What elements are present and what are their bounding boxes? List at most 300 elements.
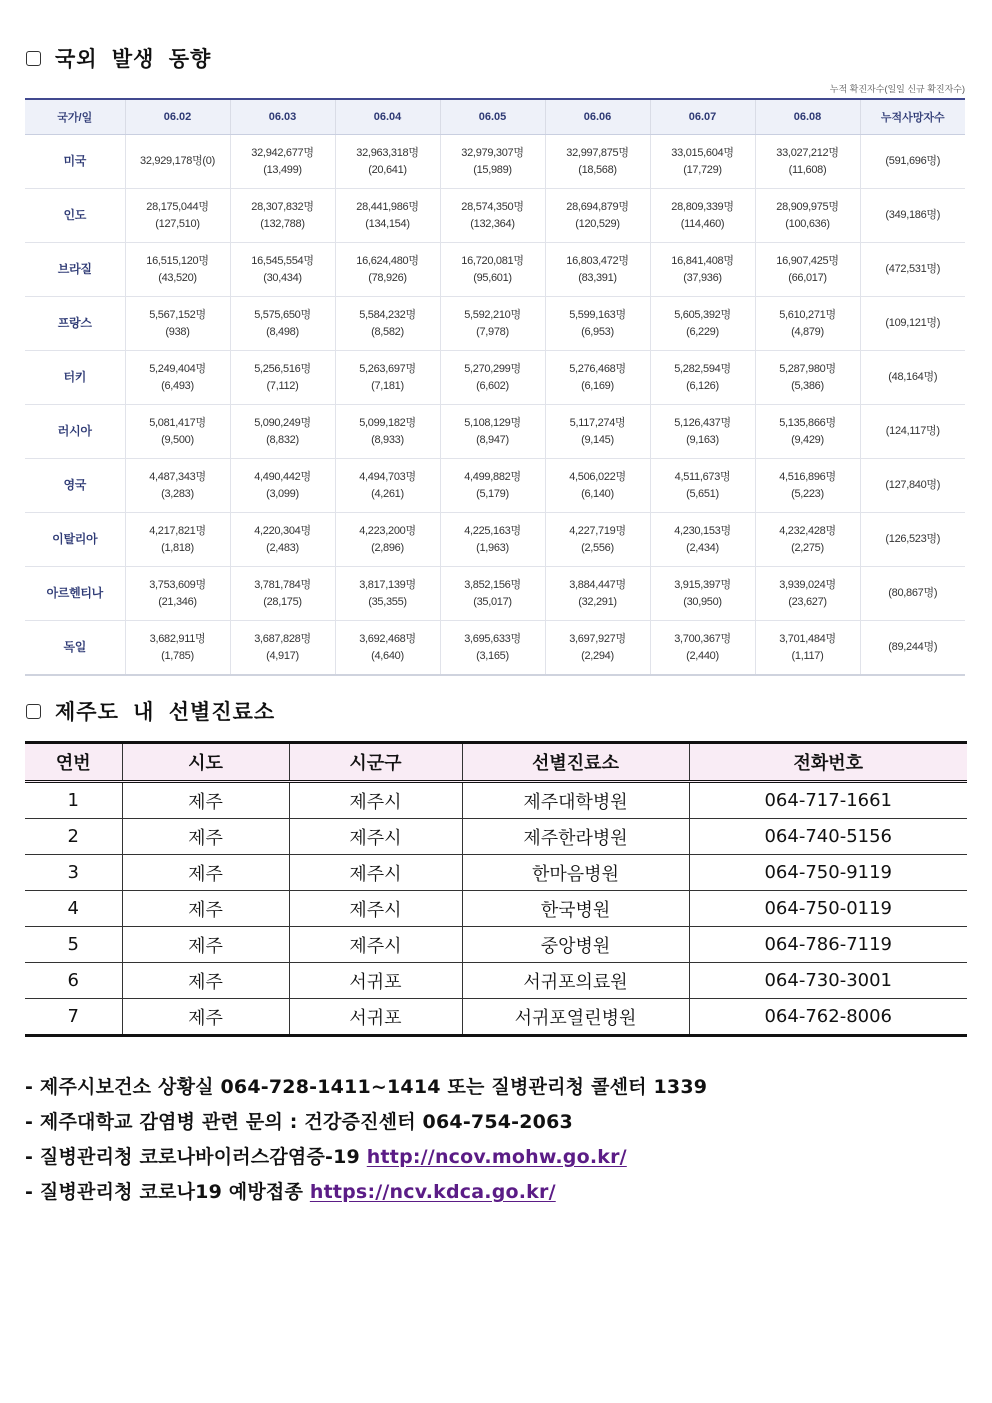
country-cell: 터키 bbox=[25, 351, 125, 405]
cumulative-cases: 4,217,821명 bbox=[149, 524, 206, 537]
new-cases: (83,391) bbox=[578, 271, 617, 284]
table-row bbox=[25, 513, 965, 567]
cumulative-cases: 28,909,975명 bbox=[776, 200, 839, 213]
phone-cell: 064-762-8006 bbox=[689, 999, 967, 1036]
new-cases: (11,608) bbox=[788, 163, 827, 176]
new-cases: (9,163) bbox=[686, 433, 719, 446]
deaths-cell: (48,164명) bbox=[860, 351, 965, 405]
jeju-header-cell: 시도 bbox=[122, 743, 289, 782]
case-count-cell bbox=[755, 567, 860, 621]
jeju-heading bbox=[26, 696, 275, 726]
clinic-name-cell: 한마음병원 bbox=[462, 855, 689, 891]
deaths-cell: (349,186명) bbox=[860, 189, 965, 243]
case-count-cell bbox=[650, 351, 755, 405]
cumulative-cases: 4,220,304명 bbox=[254, 524, 311, 537]
checkbox-icon bbox=[26, 704, 41, 719]
cumulative-cases: 5,270,299명 bbox=[464, 362, 521, 375]
province-cell: 제주 bbox=[122, 819, 289, 855]
cumulative-cases: 5,610,271명 bbox=[779, 308, 836, 321]
cumulative-cases: 3,701,484명 bbox=[779, 632, 836, 645]
case-count-cell bbox=[650, 243, 755, 297]
cumulative-cases: 16,624,480명 bbox=[356, 254, 419, 267]
case-count-cell bbox=[545, 513, 650, 567]
cumulative-cases: 4,225,163명 bbox=[464, 524, 521, 537]
cumulative-cases: 33,027,212명 bbox=[776, 146, 839, 159]
ncov-link[interactable]: http://ncov.mohw.go.kr/ bbox=[366, 1146, 627, 1168]
country-cell: 러시아 bbox=[25, 405, 125, 459]
case-count-cell bbox=[545, 297, 650, 351]
deaths-cell: (109,121명) bbox=[860, 297, 965, 351]
new-cases: (7,112) bbox=[266, 379, 299, 392]
new-cases: (18,568) bbox=[578, 163, 617, 176]
jeju-header-cell: 전화번호 bbox=[689, 743, 967, 782]
jeju-header-cell: 선별진료소 bbox=[462, 743, 689, 782]
info-line-vaccine bbox=[25, 1177, 556, 1204]
cumulative-cases: 28,175,044명 bbox=[146, 200, 209, 213]
case-count-cell bbox=[230, 567, 335, 621]
cumulative-cases: 4,516,896명 bbox=[779, 470, 836, 483]
case-count-cell bbox=[755, 189, 860, 243]
overseas-table-body bbox=[25, 135, 965, 676]
case-count-cell bbox=[440, 405, 545, 459]
row-number-cell: 7 bbox=[25, 999, 122, 1036]
new-cases: (78,926) bbox=[368, 271, 407, 284]
table-row bbox=[25, 189, 965, 243]
new-cases: (2,294) bbox=[581, 649, 614, 662]
case-count-cell bbox=[230, 135, 335, 189]
cumulative-cases: 3,687,828명 bbox=[254, 632, 311, 645]
case-count-cell bbox=[125, 351, 230, 405]
case-count-cell bbox=[440, 621, 545, 676]
cumulative-cases: 4,223,200명 bbox=[359, 524, 416, 537]
case-count-cell bbox=[545, 351, 650, 405]
table-row bbox=[25, 567, 965, 621]
country-cell: 이탈리아 bbox=[25, 513, 125, 567]
province-cell: 제주 bbox=[122, 927, 289, 963]
new-cases: (8,498) bbox=[266, 325, 299, 338]
new-cases: (9,500) bbox=[161, 433, 194, 446]
new-cases: (2,440) bbox=[686, 649, 719, 662]
cumulative-cases: 32,997,875명 bbox=[566, 146, 629, 159]
new-cases: (8,832) bbox=[266, 433, 299, 446]
cumulative-cases: 3,682,911명 bbox=[149, 632, 206, 645]
case-count-cell bbox=[125, 405, 230, 459]
cumulative-cases: 5,126,437명 bbox=[674, 416, 731, 429]
deaths-cell: (591,696명) bbox=[860, 135, 965, 189]
case-count-cell bbox=[755, 405, 860, 459]
case-count-cell bbox=[650, 135, 755, 189]
phone-cell: 064-750-9119 bbox=[689, 855, 967, 891]
cumulative-cases: 5,081,417명 bbox=[149, 416, 206, 429]
cumulative-cases: 3,939,024명 bbox=[779, 578, 836, 591]
cumulative-cases: 28,441,986명 bbox=[356, 200, 419, 213]
case-count-cell bbox=[125, 297, 230, 351]
cumulative-cases: 5,287,980명 bbox=[779, 362, 836, 375]
new-cases: (6,140) bbox=[581, 487, 614, 500]
checkbox-icon bbox=[26, 51, 41, 66]
case-count-cell bbox=[230, 297, 335, 351]
case-count-cell bbox=[335, 621, 440, 676]
case-count-cell bbox=[440, 567, 545, 621]
table-row bbox=[25, 135, 965, 189]
overseas-header-cell: 06.07 bbox=[650, 99, 755, 135]
overseas-header-row bbox=[25, 99, 965, 135]
new-cases: (9,429) bbox=[791, 433, 824, 446]
cumulative-cases: 32,942,677명 bbox=[251, 146, 314, 159]
cumulative-cases: 16,545,554명 bbox=[251, 254, 314, 267]
case-count-cell bbox=[335, 513, 440, 567]
cumulative-cases: 5,276,468명 bbox=[569, 362, 626, 375]
new-cases: (21,346) bbox=[158, 595, 197, 608]
cumulative-cases: 5,584,232명 bbox=[359, 308, 416, 321]
cumulative-cases: 16,907,425명 bbox=[776, 254, 839, 267]
info-line-health-center: - 제주시보건소 상황실 064-728-1411~1414 또는 질병관리청 콜센터 1339 bbox=[25, 1076, 708, 1098]
table-row bbox=[25, 891, 967, 927]
new-cases: (127,510) bbox=[155, 217, 200, 230]
cumulative-cases: 5,599,163명 bbox=[569, 308, 626, 321]
case-count-cell bbox=[650, 621, 755, 676]
cumulative-cases: 3,915,397명 bbox=[674, 578, 731, 591]
case-count-cell bbox=[755, 297, 860, 351]
cumulative-cases: 5,592,210명 bbox=[464, 308, 521, 321]
new-cases: (132,364) bbox=[470, 217, 515, 230]
cumulative-cases: 4,230,153명 bbox=[674, 524, 731, 537]
cumulative-cases: 16,841,408명 bbox=[671, 254, 734, 267]
country-cell: 미국 bbox=[25, 135, 125, 189]
country-cell: 영국 bbox=[25, 459, 125, 513]
case-count-cell bbox=[650, 513, 755, 567]
case-count-cell bbox=[335, 189, 440, 243]
new-cases: (5,179) bbox=[476, 487, 509, 500]
table-row bbox=[25, 855, 967, 891]
country-cell: 독일 bbox=[25, 621, 125, 676]
new-cases: (2,556) bbox=[581, 541, 614, 554]
new-cases: (132,788) bbox=[260, 217, 305, 230]
jeju-header-row bbox=[25, 743, 967, 782]
deaths-cell: (80,867명) bbox=[860, 567, 965, 621]
cumulative-cases: 32,979,307명 bbox=[461, 146, 524, 159]
table-row bbox=[25, 963, 967, 999]
case-count-cell bbox=[125, 243, 230, 297]
new-cases: (134,154) bbox=[365, 217, 410, 230]
phone-cell: 064-786-7119 bbox=[689, 927, 967, 963]
new-cases: (6,169) bbox=[581, 379, 614, 392]
cumulative-cases: 4,511,673명 bbox=[674, 470, 731, 483]
province-cell: 제주 bbox=[122, 891, 289, 927]
overseas-header-cell: 06.05 bbox=[440, 99, 545, 135]
case-count-cell bbox=[230, 189, 335, 243]
jeju-header-cell: 시군구 bbox=[289, 743, 462, 782]
city-cell: 서귀포 bbox=[289, 999, 462, 1036]
new-cases: (2,275) bbox=[791, 541, 824, 554]
case-count-cell bbox=[230, 351, 335, 405]
cumulative-cases: 4,494,703명 bbox=[359, 470, 416, 483]
row-number-cell: 6 bbox=[25, 963, 122, 999]
vaccine-link[interactable]: https://ncv.kdca.go.kr/ bbox=[309, 1181, 556, 1203]
overseas-header-cell: 06.03 bbox=[230, 99, 335, 135]
new-cases: (3,283) bbox=[161, 487, 194, 500]
overseas-header-cell: 누적사망자수 bbox=[860, 99, 965, 135]
case-count-cell bbox=[440, 189, 545, 243]
table-row bbox=[25, 782, 967, 819]
new-cases: (66,017) bbox=[788, 271, 827, 284]
cumulative-cases: 5,108,129명 bbox=[464, 416, 521, 429]
new-cases: (4,640) bbox=[371, 649, 404, 662]
table-row bbox=[25, 927, 967, 963]
new-cases: (32,291) bbox=[578, 595, 617, 608]
table-row bbox=[25, 459, 965, 513]
deaths-cell: (472,531명) bbox=[860, 243, 965, 297]
cumulative-cases: 3,697,927명 bbox=[569, 632, 626, 645]
table-row bbox=[25, 621, 965, 676]
case-count-cell bbox=[335, 405, 440, 459]
case-count-cell bbox=[545, 621, 650, 676]
case-count-cell bbox=[440, 459, 545, 513]
cumulative-cases: 3,781,784명 bbox=[254, 578, 311, 591]
cumulative-cases: 32,963,318명 bbox=[356, 146, 419, 159]
new-cases: (6,493) bbox=[161, 379, 194, 392]
case-count-cell bbox=[650, 459, 755, 513]
case-count-cell bbox=[440, 297, 545, 351]
overseas-header-cell: 06.08 bbox=[755, 99, 860, 135]
row-number-cell: 1 bbox=[25, 782, 122, 819]
case-count-cell bbox=[125, 513, 230, 567]
overseas-heading bbox=[26, 43, 211, 73]
cumulative-cases: 4,499,882명 bbox=[464, 470, 521, 483]
table-row bbox=[25, 351, 965, 405]
province-cell: 제주 bbox=[122, 963, 289, 999]
case-count-cell bbox=[545, 405, 650, 459]
new-cases: (35,355) bbox=[368, 595, 407, 608]
case-count-cell bbox=[335, 297, 440, 351]
case-count-cell bbox=[230, 243, 335, 297]
cumulative-cases: 5,605,392명 bbox=[674, 308, 731, 321]
country-cell: 프랑스 bbox=[25, 297, 125, 351]
new-cases: (37,936) bbox=[683, 271, 722, 284]
case-count-cell bbox=[440, 351, 545, 405]
case-count-cell bbox=[125, 135, 230, 189]
jeju-heading-text: 제주도 내 선별진료소 bbox=[55, 700, 276, 724]
cumulative-cases: 3,700,367명 bbox=[674, 632, 731, 645]
overseas-header-cell: 06.04 bbox=[335, 99, 440, 135]
new-cases: (1,963) bbox=[476, 541, 509, 554]
phone-cell: 064-717-1661 bbox=[689, 782, 967, 819]
new-cases: (2,896) bbox=[371, 541, 404, 554]
phone-cell: 064-740-5156 bbox=[689, 819, 967, 855]
new-cases: (120,529) bbox=[575, 217, 620, 230]
new-cases: (8,582) bbox=[371, 325, 404, 338]
case-count-cell bbox=[125, 459, 230, 513]
case-count-cell bbox=[545, 135, 650, 189]
new-cases: (114,460) bbox=[680, 217, 725, 230]
country-cell: 아르헨티나 bbox=[25, 567, 125, 621]
clinic-name-cell: 한국병원 bbox=[462, 891, 689, 927]
new-cases: (7,978) bbox=[476, 325, 509, 338]
cumulative-cases: 3,692,468명 bbox=[359, 632, 416, 645]
new-cases: (5,386) bbox=[791, 379, 824, 392]
case-count-cell bbox=[335, 351, 440, 405]
new-cases: (8,933) bbox=[371, 433, 404, 446]
table-row bbox=[25, 405, 965, 459]
table-row bbox=[25, 297, 965, 351]
new-cases: (1,785) bbox=[161, 649, 194, 662]
new-cases: (30,950) bbox=[683, 595, 722, 608]
cumulative-cases: 16,720,081명 bbox=[461, 254, 524, 267]
city-cell: 제주시 bbox=[289, 782, 462, 819]
cumulative-cases: 3,753,609명 bbox=[149, 578, 206, 591]
new-cases: (100,636) bbox=[785, 217, 830, 230]
jeju-header-cell: 연번 bbox=[25, 743, 122, 782]
case-count-cell bbox=[335, 567, 440, 621]
cumulative-cases: 4,487,343명 bbox=[149, 470, 206, 483]
cumulative-cases: 5,249,404명 bbox=[149, 362, 206, 375]
country-cell: 인도 bbox=[25, 189, 125, 243]
new-cases: (9,145) bbox=[581, 433, 614, 446]
new-cases: (6,953) bbox=[581, 325, 614, 338]
phone-cell: 064-730-3001 bbox=[689, 963, 967, 999]
province-cell: 제주 bbox=[122, 855, 289, 891]
case-count-cell bbox=[440, 135, 545, 189]
case-count-cell bbox=[230, 459, 335, 513]
new-cases: (15,989) bbox=[473, 163, 512, 176]
info-line-ncov bbox=[25, 1142, 627, 1169]
cumulative-cases: 5,090,249명 bbox=[254, 416, 311, 429]
case-count-cell bbox=[335, 459, 440, 513]
cumulative-cases: 4,506,022명 bbox=[569, 470, 626, 483]
new-cases: (7,181) bbox=[371, 379, 404, 392]
city-cell: 제주시 bbox=[289, 891, 462, 927]
overseas-table bbox=[25, 98, 965, 676]
case-count-cell bbox=[545, 189, 650, 243]
city-cell: 서귀포 bbox=[289, 963, 462, 999]
case-count-cell bbox=[650, 567, 755, 621]
cumulative-cases: 5,282,594명 bbox=[674, 362, 731, 375]
cumulative-cases: 4,227,719명 bbox=[569, 524, 626, 537]
cumulative-cases: 3,852,156명 bbox=[464, 578, 521, 591]
cumulative-cases: 4,490,442명 bbox=[254, 470, 311, 483]
case-count-cell bbox=[230, 513, 335, 567]
cumulative-cases: 28,694,879명 bbox=[566, 200, 629, 213]
row-number-cell: 4 bbox=[25, 891, 122, 927]
cumulative-cases: 5,099,182명 bbox=[359, 416, 416, 429]
jeju-table-body bbox=[25, 782, 967, 1036]
case-count-cell bbox=[125, 567, 230, 621]
new-cases: (5,223) bbox=[791, 487, 824, 500]
city-cell: 제주시 bbox=[289, 819, 462, 855]
cumulative-cases: 5,256,516명 bbox=[254, 362, 311, 375]
table-row bbox=[25, 243, 965, 297]
table-row bbox=[25, 819, 967, 855]
new-cases: (13,499) bbox=[263, 163, 302, 176]
new-cases: (3,099) bbox=[266, 487, 299, 500]
case-count-cell bbox=[755, 459, 860, 513]
clinic-name-cell: 서귀포의료원 bbox=[462, 963, 689, 999]
info-line-vaccine-text: - 질병관리청 코로나19 예방접종 bbox=[25, 1181, 310, 1203]
new-cases: (35,017) bbox=[473, 595, 512, 608]
overseas-heading-text: 국외 발생 동향 bbox=[55, 47, 212, 71]
city-cell: 제주시 bbox=[289, 927, 462, 963]
deaths-cell: (124,117명) bbox=[860, 405, 965, 459]
clinic-name-cell: 중앙병원 bbox=[462, 927, 689, 963]
new-cases: (6,126) bbox=[686, 379, 719, 392]
new-cases: (4,261) bbox=[371, 487, 404, 500]
deaths-cell: (127,840명) bbox=[860, 459, 965, 513]
case-count-cell bbox=[230, 405, 335, 459]
new-cases: (28,175) bbox=[263, 595, 302, 608]
new-cases: (95,601) bbox=[473, 271, 512, 284]
case-count-cell bbox=[335, 135, 440, 189]
deaths-cell: (126,523명) bbox=[860, 513, 965, 567]
cumulative-cases: 32,929,178명(0) bbox=[140, 155, 215, 167]
overseas-header-cell: 06.02 bbox=[125, 99, 230, 135]
cumulative-cases: 16,803,472명 bbox=[566, 254, 629, 267]
table-row bbox=[25, 999, 967, 1036]
new-cases: (4,917) bbox=[266, 649, 299, 662]
cumulative-cases: 5,575,650명 bbox=[254, 308, 311, 321]
case-count-cell bbox=[125, 189, 230, 243]
cumulative-cases: 5,567,152명 bbox=[149, 308, 206, 321]
case-count-cell bbox=[230, 621, 335, 676]
case-count-cell bbox=[545, 459, 650, 513]
cumulative-cases: 28,809,339명 bbox=[671, 200, 734, 213]
overseas-note: 누적 확진자수(일일 신규 확진자수) bbox=[829, 84, 965, 94]
city-cell: 제주시 bbox=[289, 855, 462, 891]
new-cases: (3,165) bbox=[476, 649, 509, 662]
overseas-header-cell: 06.06 bbox=[545, 99, 650, 135]
deaths-cell: (89,244명) bbox=[860, 621, 965, 676]
new-cases: (6,229) bbox=[686, 325, 719, 338]
new-cases: (17,729) bbox=[683, 163, 722, 176]
new-cases: (1,117) bbox=[791, 649, 824, 662]
phone-cell: 064-750-0119 bbox=[689, 891, 967, 927]
row-number-cell: 5 bbox=[25, 927, 122, 963]
case-count-cell bbox=[545, 243, 650, 297]
info-line-university: - 제주대학교 감염병 관련 문의 : 건강증진센터 064-754-2063 bbox=[25, 1111, 573, 1133]
row-number-cell: 3 bbox=[25, 855, 122, 891]
country-cell: 브라질 bbox=[25, 243, 125, 297]
info-line-ncov-text: - 질병관리청 코로나바이러스감염증-19 bbox=[25, 1146, 367, 1168]
cumulative-cases: 28,307,832명 bbox=[251, 200, 314, 213]
cumulative-cases: 3,817,139명 bbox=[359, 578, 416, 591]
cumulative-cases: 33,015,604명 bbox=[671, 146, 734, 159]
clinic-name-cell: 제주대학병원 bbox=[462, 782, 689, 819]
cumulative-cases: 5,135,866명 bbox=[779, 416, 836, 429]
row-number-cell: 2 bbox=[25, 819, 122, 855]
new-cases: (43,520) bbox=[158, 271, 197, 284]
new-cases: (2,434) bbox=[686, 541, 719, 554]
jeju-clinic-table bbox=[25, 741, 967, 1037]
case-count-cell bbox=[440, 513, 545, 567]
cumulative-cases: 4,232,428명 bbox=[779, 524, 836, 537]
case-count-cell bbox=[755, 621, 860, 676]
case-count-cell bbox=[545, 567, 650, 621]
case-count-cell bbox=[755, 135, 860, 189]
cumulative-cases: 28,574,350명 bbox=[461, 200, 524, 213]
case-count-cell bbox=[755, 513, 860, 567]
cumulative-cases: 3,695,633명 bbox=[464, 632, 521, 645]
new-cases: (23,627) bbox=[788, 595, 827, 608]
new-cases: (2,483) bbox=[266, 541, 299, 554]
case-count-cell bbox=[650, 297, 755, 351]
new-cases: (20,641) bbox=[368, 163, 407, 176]
new-cases: (5,651) bbox=[686, 487, 719, 500]
case-count-cell bbox=[125, 621, 230, 676]
province-cell: 제주 bbox=[122, 999, 289, 1036]
case-count-cell bbox=[440, 243, 545, 297]
cumulative-cases: 5,117,274명 bbox=[569, 416, 626, 429]
new-cases: (4,879) bbox=[791, 325, 824, 338]
new-cases: (30,434) bbox=[263, 271, 302, 284]
